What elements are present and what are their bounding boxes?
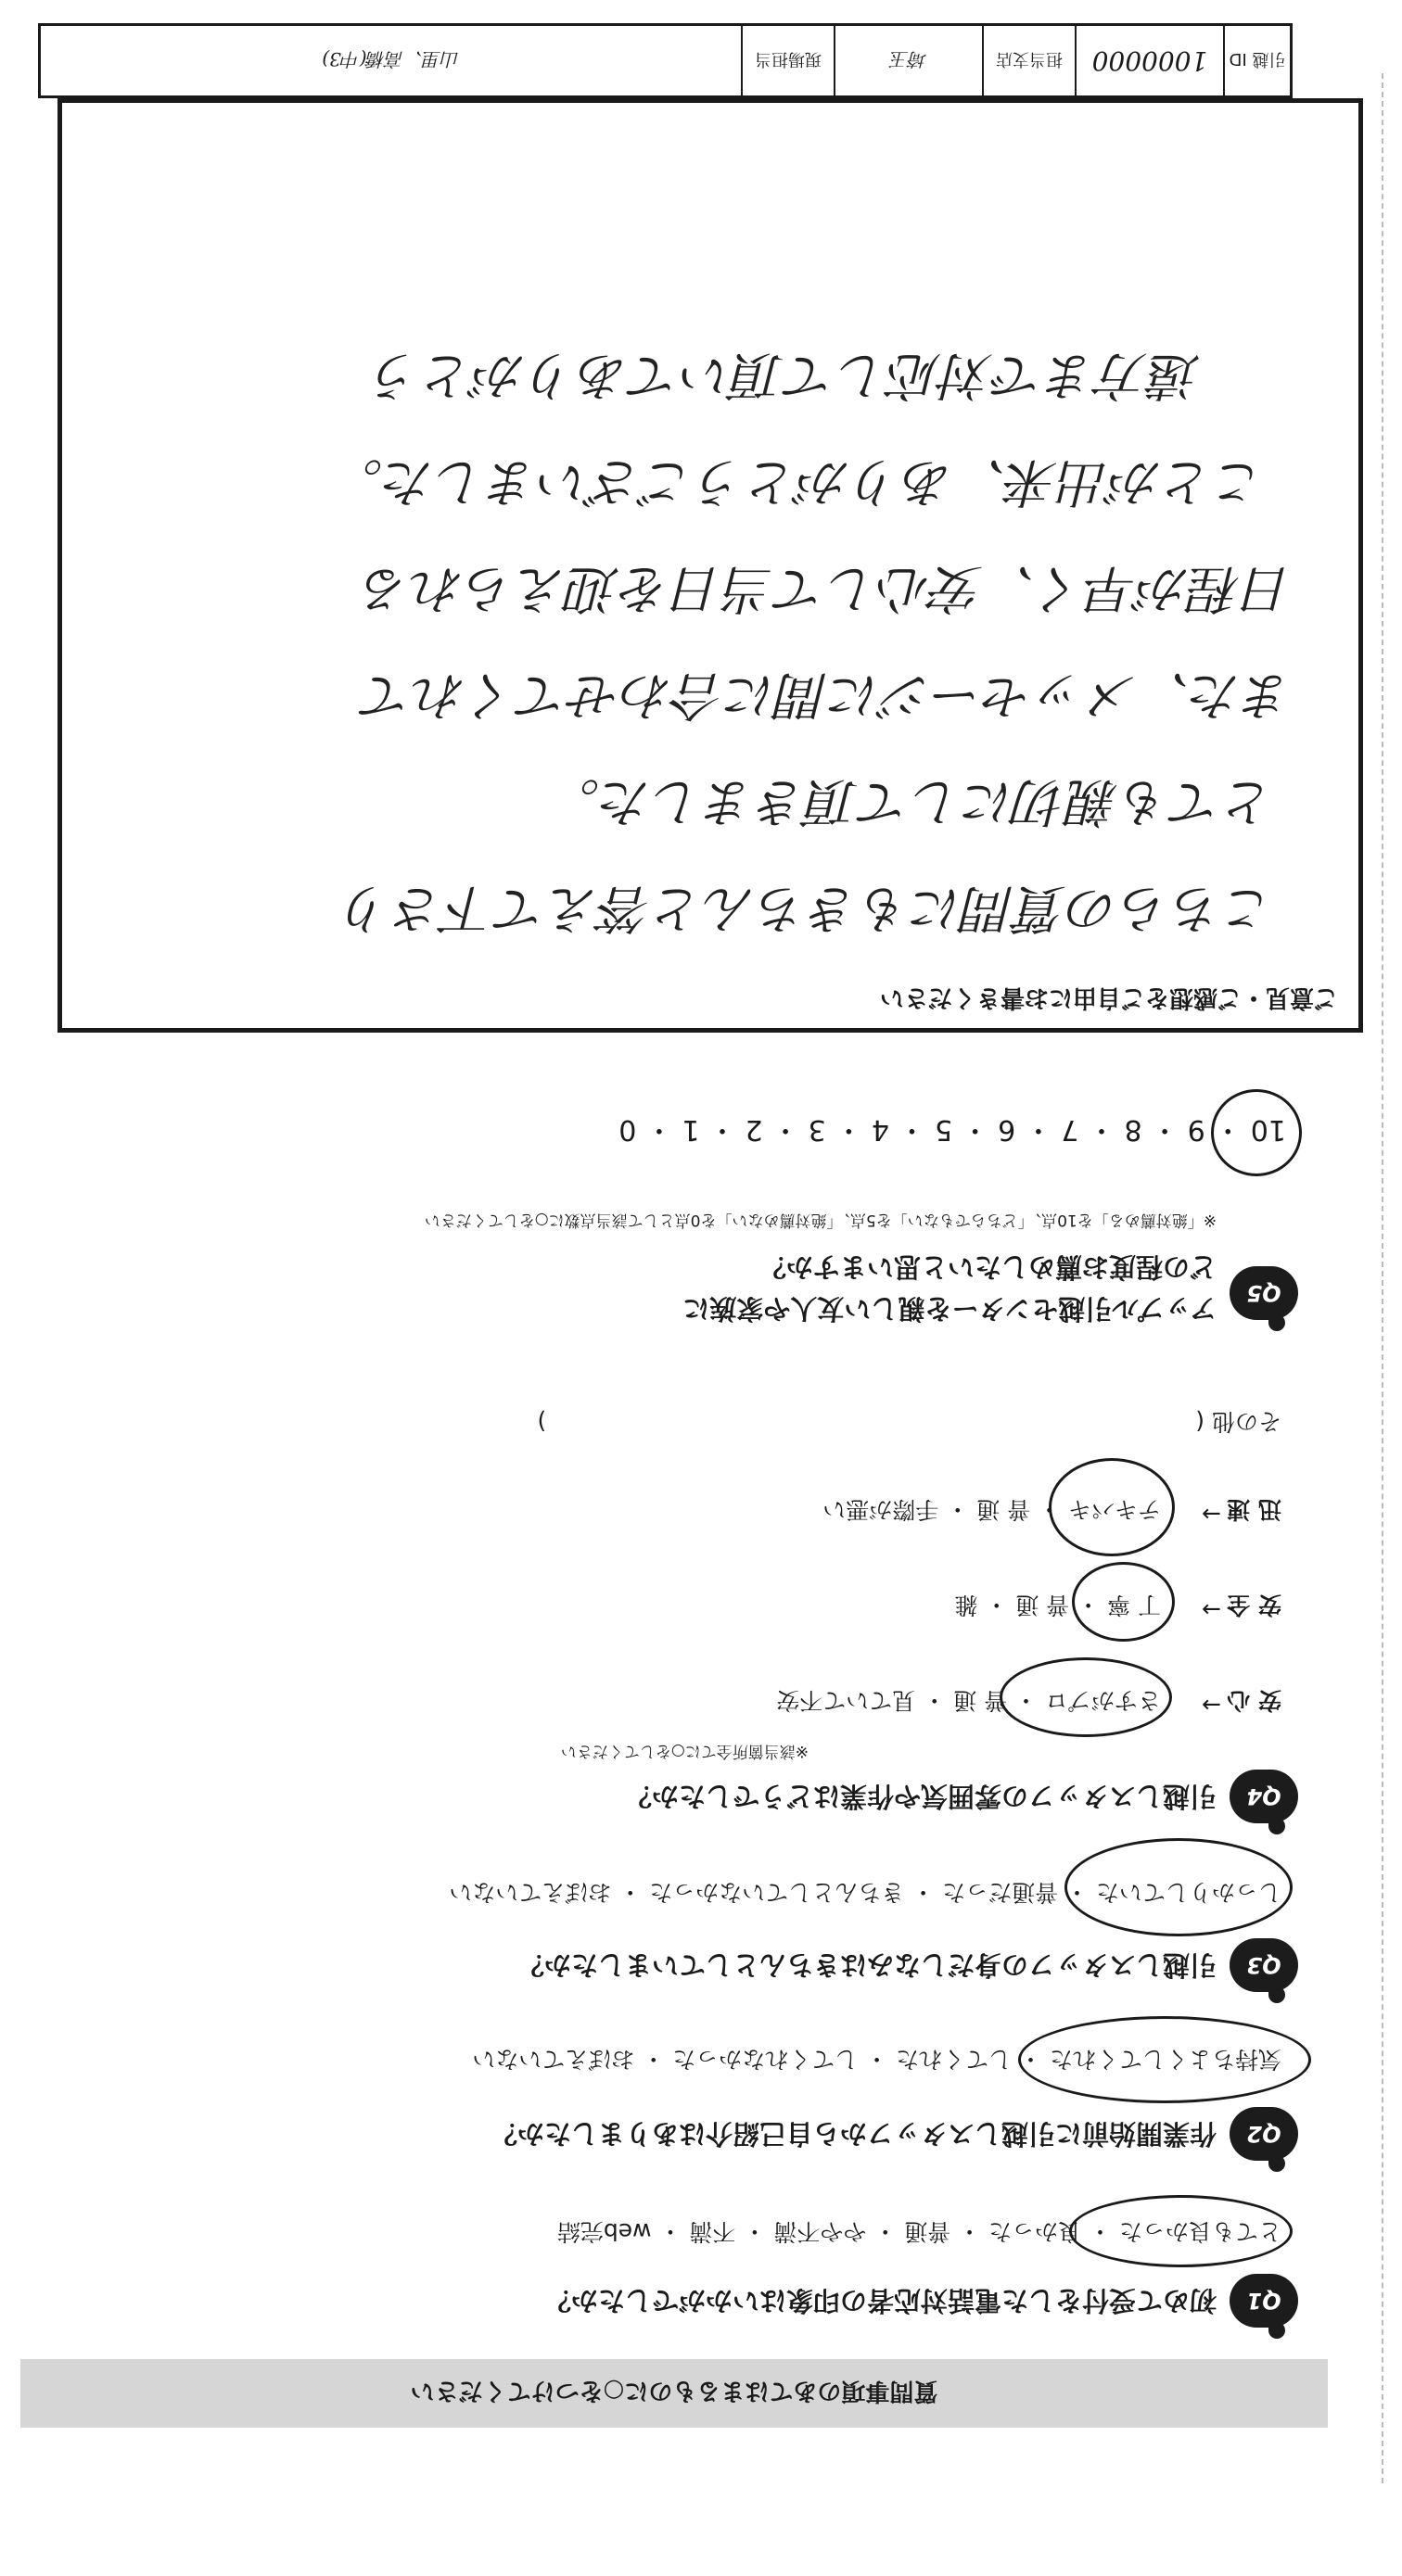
leader-label: 現場担当 (741, 26, 834, 95)
q5-scale: 10 ・ 9 ・ 8 ・ 7 ・ 6 ・ 5 ・ 4 ・ 3 ・ 2 ・ 1 ・ 0 (618, 1113, 1286, 1146)
q4-row3-options: テキパキ ・ 普 通 ・ 手際が悪い (822, 1496, 1161, 1523)
q4-title: 引越しスタッフの雰囲気や作業はどうでしたか？ (624, 1781, 1217, 1812)
branch-value: 埼玉 (834, 26, 982, 95)
instructions-text: 質問事項のあてはまるものに○をつけてください (410, 2377, 938, 2405)
q3-mark: Q3 (1230, 1938, 1298, 1992)
comment-line-3: また、メッセージに間に合わせてくれて (362, 665, 1294, 725)
comment-line-4: 日程が早く、安心して当日を迎えられる (360, 558, 1294, 618)
q5-mark: Q5 (1230, 1266, 1298, 1320)
q4-mark: Q4 (1230, 1770, 1298, 1823)
id-label: 引越 ID (1223, 26, 1290, 95)
branch-label: 担当支店 (982, 26, 1075, 95)
q4-row2-label: 安 全 (1227, 1592, 1281, 1618)
q1-options: とても良かった ・ 良かった ・ 普通 ・ やや不満 ・ 不満 ・ web完結 (556, 2218, 1281, 2245)
comment-line-6: 遠方まで対応して頂いてありがとう (370, 345, 1201, 405)
comment-line-1: こちらの質問にもきちんと答えて下さり (340, 878, 1275, 938)
q4-row1-options: さすがプロ ・ 普 通 ・ 見ていて不安 (776, 1687, 1161, 1714)
q5-note: ※「絶対薦める」を10点、「どちらでもない」を5点、「絶対薦めない」を0点として該当点数に○をしてください (424, 1211, 1217, 1229)
q4-row3-label: 迅 速 (1227, 1496, 1281, 1523)
q5-title-line2: どの程度お薦めしたいと思いますか？ (758, 1251, 1217, 1283)
instructions-band (20, 2359, 1328, 2428)
q2-mark: Q2 (1230, 2107, 1298, 2161)
id-value: 1000000 (1075, 26, 1223, 95)
comment-line-5: ことが出来、ありがとうございました。 (331, 451, 1266, 512)
info-table (38, 23, 1293, 98)
q3-title: 引越しスタッフの身だしなみはきちんとしていましたか？ (516, 1949, 1217, 1981)
q2-options: 気持ちよくしてくれた ・ してくれた ・ してくれなかった ・ おぼえていない (472, 2046, 1281, 2073)
q4-row1-arrow: → (1202, 1692, 1221, 1719)
q3-options: しっかりしていた ・ 普通だった ・ きちんとしていなかった ・ おぼえていない (449, 1879, 1281, 1906)
q1-title: 初めて受付をした電話対応者の印象はいかがでしたか？ (543, 2285, 1217, 2316)
comment-box (57, 98, 1363, 1033)
q4-row2-arrow: → (1202, 1596, 1221, 1623)
q4-row3-arrow: → (1202, 1501, 1221, 1528)
q4-other: その他 ( ) (537, 1408, 1281, 1435)
leader-value: 山里、高橋(中3) (322, 48, 460, 70)
comment-heading: ご意見・ご感想をご自由にお書きください (879, 983, 1338, 1011)
comment-line-2: とても親切にして頂きました。 (548, 771, 1275, 831)
q1-mark: Q1 (1230, 2274, 1298, 2328)
scan-edge (1378, 73, 1383, 2483)
q4-note: ※該当箇所全てに○をしてください (560, 1742, 809, 1760)
q5-title-line1: アップル引越センターを親しい友人や家族に (682, 1293, 1217, 1325)
q4-row1-label: 安 心 (1227, 1687, 1281, 1714)
q4-row2-options: 丁 寧 ・ 普 通 ・ 雑 (954, 1592, 1161, 1618)
q2-title: 作業開始前に引越しスタッフから自己紹介はありましたか？ (490, 2118, 1217, 2150)
